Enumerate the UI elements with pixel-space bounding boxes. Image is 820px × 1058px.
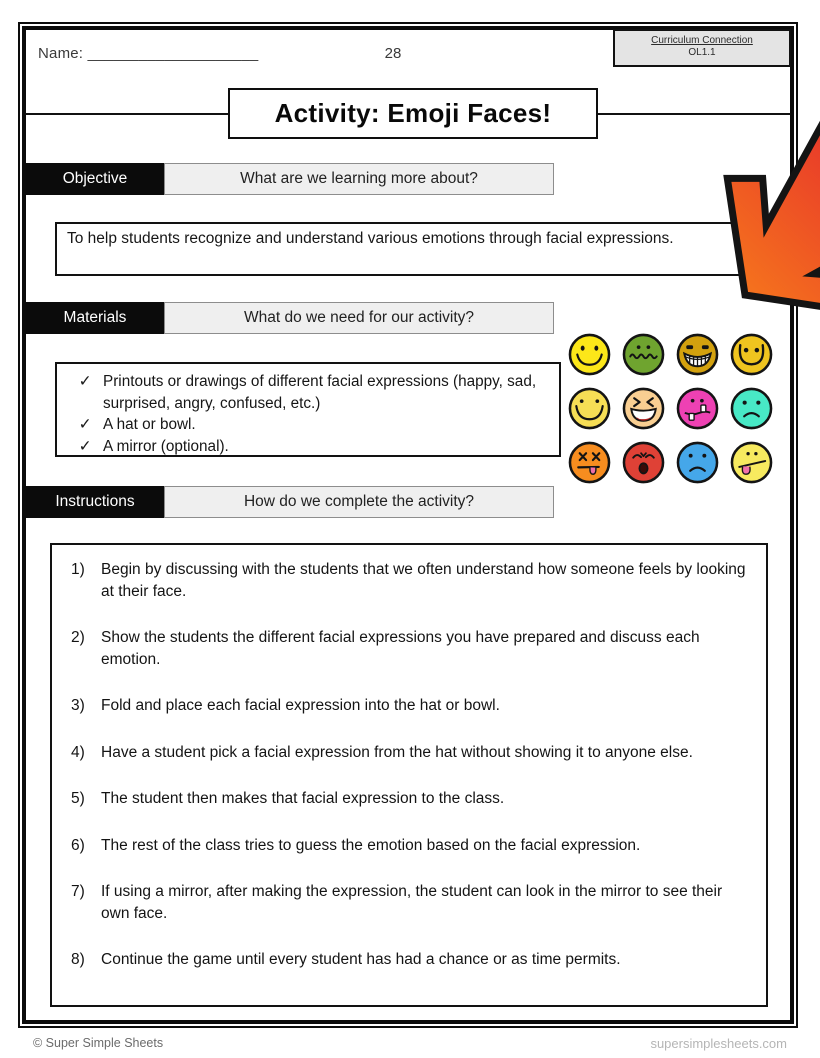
list-item [64, 742, 754, 764]
step-text: The rest of the class tries to guess the emotion based on the facial expression. [101, 836, 641, 854]
curriculum-connection-box [613, 29, 791, 67]
emoji-smiling-icon [568, 333, 611, 376]
emoji-laughing-icon [622, 387, 665, 430]
activity-title-box [228, 88, 598, 139]
material-text: Printouts or drawings of different facial expressions (happy, sad, surprised, angry, confused, etc.) [103, 373, 537, 412]
instructions-section-question: How do we complete the activity? [164, 486, 554, 518]
materials-section-question: What do we need for our activity? [164, 302, 554, 334]
step-text: The student then makes that facial expression to the class. [101, 790, 505, 807]
step-number: 3) [71, 697, 85, 714]
material-text: A mirror (optional). [103, 437, 229, 455]
step-text: Have a student pick a facial expression from the hat without showing it to anyone else. [101, 743, 693, 761]
step-text: Begin by discussing with the students that we often understand how someone feels by looking at their face. [101, 561, 746, 600]
emoji-squiggle-mouth-icon [622, 333, 665, 376]
emoji-faces-grid [568, 333, 776, 485]
step-number: 5) [71, 790, 85, 807]
step-text: Show the students the different facial expressions you have prepared and discuss each emotion. [101, 629, 700, 668]
materials-list-box [55, 362, 561, 457]
objective-section-question: What are we learning more about? [164, 163, 554, 195]
step-text: Fold and place each facial expression into the hat or bowl. [101, 697, 500, 714]
check-icon: ✓ [78, 373, 92, 390]
step-text: If using a mirror, after making the expression, the student can look in the mirror to see their own face. [101, 883, 723, 922]
emoji-sad-blue-icon [676, 441, 719, 484]
emoji-yelling-icon [622, 441, 665, 484]
page-title: Activity: Emoji Faces! [274, 98, 552, 128]
copyright-text: © Super Simple Sheets [33, 1036, 164, 1050]
emoji-toothy-grin-icon [676, 333, 719, 376]
list-item [64, 881, 754, 924]
check-icon: ✓ [78, 437, 92, 455]
step-number: 7) [71, 883, 85, 900]
list-item [64, 835, 754, 857]
orange-arrow-graphic [686, 88, 820, 328]
page-number: 28 [384, 45, 402, 62]
list-item [64, 788, 754, 810]
curriculum-connection-title: Curriculum Connection [651, 35, 753, 46]
list-item [67, 436, 551, 458]
list-item [64, 559, 754, 602]
list-item [67, 414, 551, 436]
emoji-dizzy-icon [568, 441, 611, 484]
curriculum-connection-code: OL1.1 [688, 47, 716, 58]
list-item [64, 695, 754, 717]
name-field [38, 45, 258, 62]
list-item [64, 949, 754, 971]
materials-section-label: Materials [26, 302, 164, 334]
objective-text-box [55, 222, 768, 276]
list-item [67, 371, 551, 414]
step-number: 6) [71, 836, 85, 854]
name-blank-line: ____________________ [87, 45, 259, 62]
material-text: A hat or bowl. [103, 416, 196, 433]
step-number: 1) [71, 561, 85, 578]
emoji-silly-teeth-icon [676, 387, 719, 430]
instructions-section-label: Instructions [26, 486, 164, 518]
emoji-big-smile-icon [568, 387, 611, 430]
instructions-list-box [50, 543, 768, 1007]
check-icon: ✓ [78, 416, 92, 433]
list-item [64, 627, 754, 670]
step-number: 8) [71, 951, 85, 968]
step-number: 4) [71, 743, 85, 761]
objective-text: To help students recognize and understand various emotions through facial expressions. [67, 230, 674, 247]
step-number: 2) [71, 629, 85, 646]
emoji-tongue-out-icon [730, 441, 773, 484]
emoji-wide-smile-icon [730, 333, 773, 376]
website-text: supersimplesheets.com [650, 1036, 787, 1051]
step-text: Continue the game until every student has had a chance or as time permits. [101, 951, 621, 968]
worksheet-page [22, 26, 794, 1024]
objective-section-label: Objective [26, 163, 164, 195]
emoji-frowning-teal-icon [730, 387, 773, 430]
name-label: Name: [38, 45, 84, 62]
